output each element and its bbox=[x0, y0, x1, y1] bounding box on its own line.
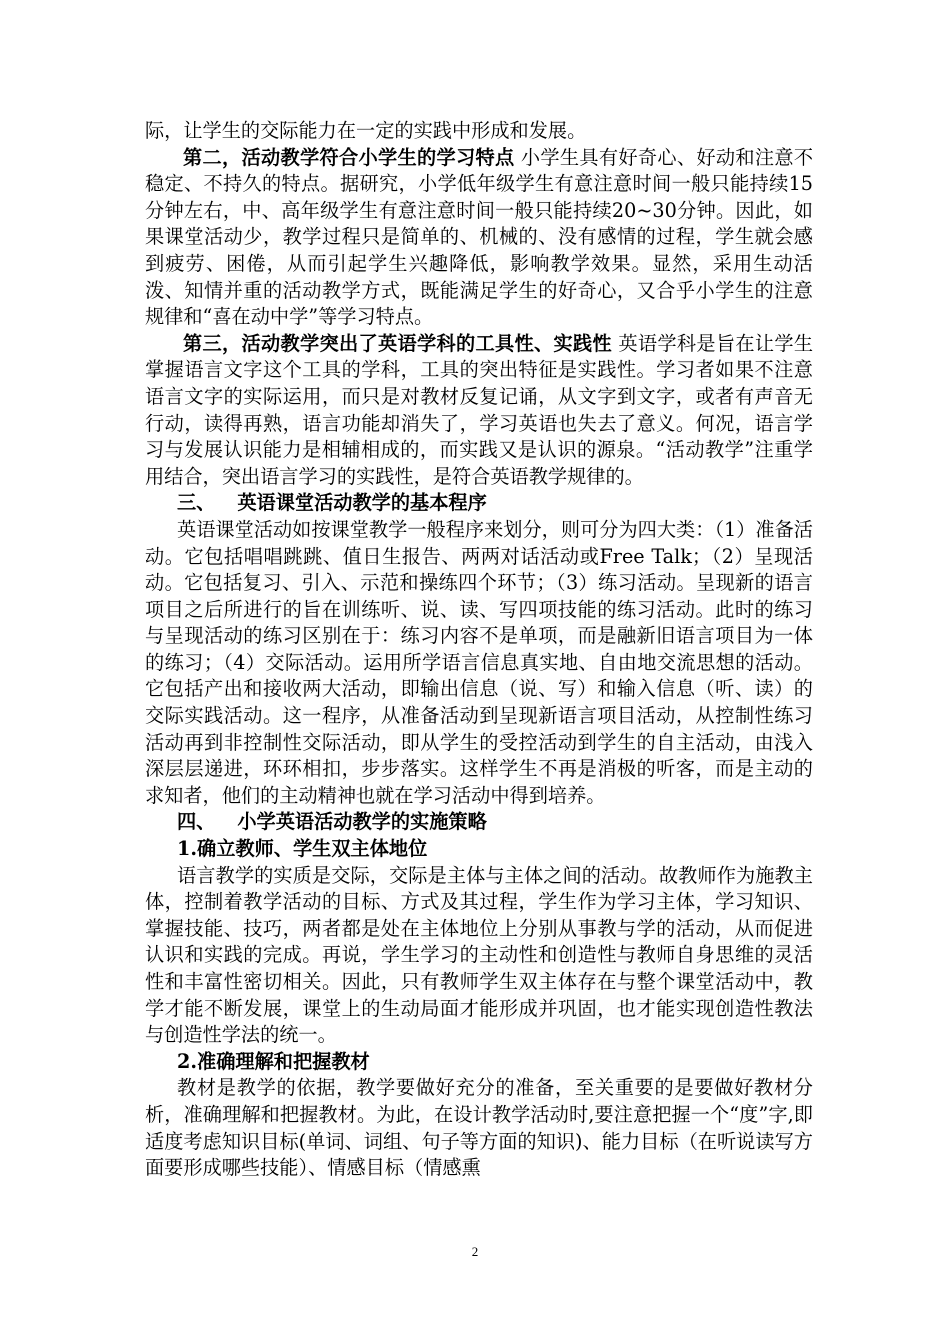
section-title: 英语课堂活动教学的基本程序 bbox=[237, 491, 487, 515]
paragraph-procedure: 英语课堂活动如按课堂教学一般程序来划分，则可分为四大类：（1）准备活动。它包括唱唱跳跳、值日生报告、两两对话活动或Free Talk；（2）呈现活动。它包括复习、引入、示范和操练四个环节；（3）练习活动。呈现新的语言项目之后所进行的旨在训练听、说、读、写四项技能的练习活动。此时的练习与呈现活动的练习区别在于：练习内容不是单项，而是融新旧语言项目为一体的练习；（4）交际活动。运用所学语言信息真实地、自由地交流思想的活动。它包括产出和接收两大活动，即输出信息（说、写）和输入信息（听、读）的交际实践活动。这一程序，从准备活动到呈现新语言项目活动，从控制性练习活动再到非控制性交际活动，即从学生的受控活动到学生的自主活动，由浅入深层层递进，环环相扣，步步落实。这样学生不再是消极的听客，而是主动的求知者，他们的主动精神也就在学习活动中得到培养。 bbox=[145, 517, 813, 807]
paragraph-continued: 际，让学生的交际能力在一定的实践中形成和发展。 bbox=[145, 119, 587, 142]
paragraph-lead-bold: 第二，活动教学符合小学生的学习特点 bbox=[183, 145, 515, 169]
document-body bbox=[145, 118, 813, 1182]
paragraph-textbook: 教材是教学的依据，教学要做好充分的准备，至关重要的是要做好教材分析，准确理解和把握教材。为此，在设计教学活动时,要注意把握一个“度”字,即适度考虑知识目标(单词、词组、句子等方面的知识)、能力目标（在听说读写方面要形成哪些技能）、情感目标（情感熏 bbox=[145, 1076, 813, 1180]
section-number: 四、 bbox=[177, 810, 216, 834]
subsection-heading-2: 2.准确理解和把握教材 bbox=[177, 1049, 370, 1073]
subsection-heading-1: 1.确立教师、学生双主体地位 bbox=[177, 837, 428, 861]
section-title: 小学英语活动教学的实施策略 bbox=[237, 810, 487, 834]
section-heading-4 bbox=[145, 809, 813, 836]
paragraph-third-point bbox=[145, 331, 813, 491]
section-heading-3 bbox=[145, 490, 813, 517]
paragraph-second-point bbox=[145, 145, 813, 331]
paragraph-lead-bold: 第三，活动教学突出了英语学科的工具性、实践性 bbox=[183, 331, 612, 355]
section-number: 三、 bbox=[177, 491, 216, 515]
page-number: 2 bbox=[471, 1244, 479, 1259]
paragraph-text: 小学生具有好奇心、好动和注意不稳定、不持久的特点。据研究，小学低年级学生有意注意时间一般只能持续15分钟左右，中、高年级学生有意注意时间一般只能持续20~30分钟。因此，如果课堂活动少，教学过程只是简单的、机械的、没有感情的过程，学生就会感到疲劳、困倦，从而引起学生兴趣降低，影响教学效果。显然，采用生动活泼、知情并重的活动教学方式，既能满足学生的好奇心，又合乎小学生的注意规律和“喜在动中学”等学习特点。 bbox=[145, 145, 814, 329]
paragraph-dual-subject: 语言教学的实质是交际，交际是主体与主体之间的活动。故教师作为施教主体，控制着教学活动的目标、方式及其过程，学生作为学习主体，学习知识、掌握技能、技巧，两者都是处在主体地位上分别从事教与学的活动，从而促进认识和实践的完成。再说，学生学习的主动性和创造性与教师自身思维的灵活性和丰富性密切相关。因此，只有教师学生双主体存在与整个课堂活动中，教学才能不断发展，课堂上的生动局面才能形成并巩固，也才能实现创造性教法与创造性学法的统一。 bbox=[145, 863, 813, 1047]
paragraph-text: 英语学科是旨在让学生掌握语言文字这个工具的学科，工具的突出特征是实践性。学习者如果不注意语言文字的实际运用，而只是对教材反复记诵，从文字到文字，或者有声音无行动，读得再熟，语言功能却消失了，学习英语也失去了意义。何况，语言学习与发展认识能力是相辅相成的，而实践又是认识的源泉。“活动教学”注重学用结合，突出语言学习的实践性，是符合英语教学规律的。 bbox=[145, 331, 814, 488]
